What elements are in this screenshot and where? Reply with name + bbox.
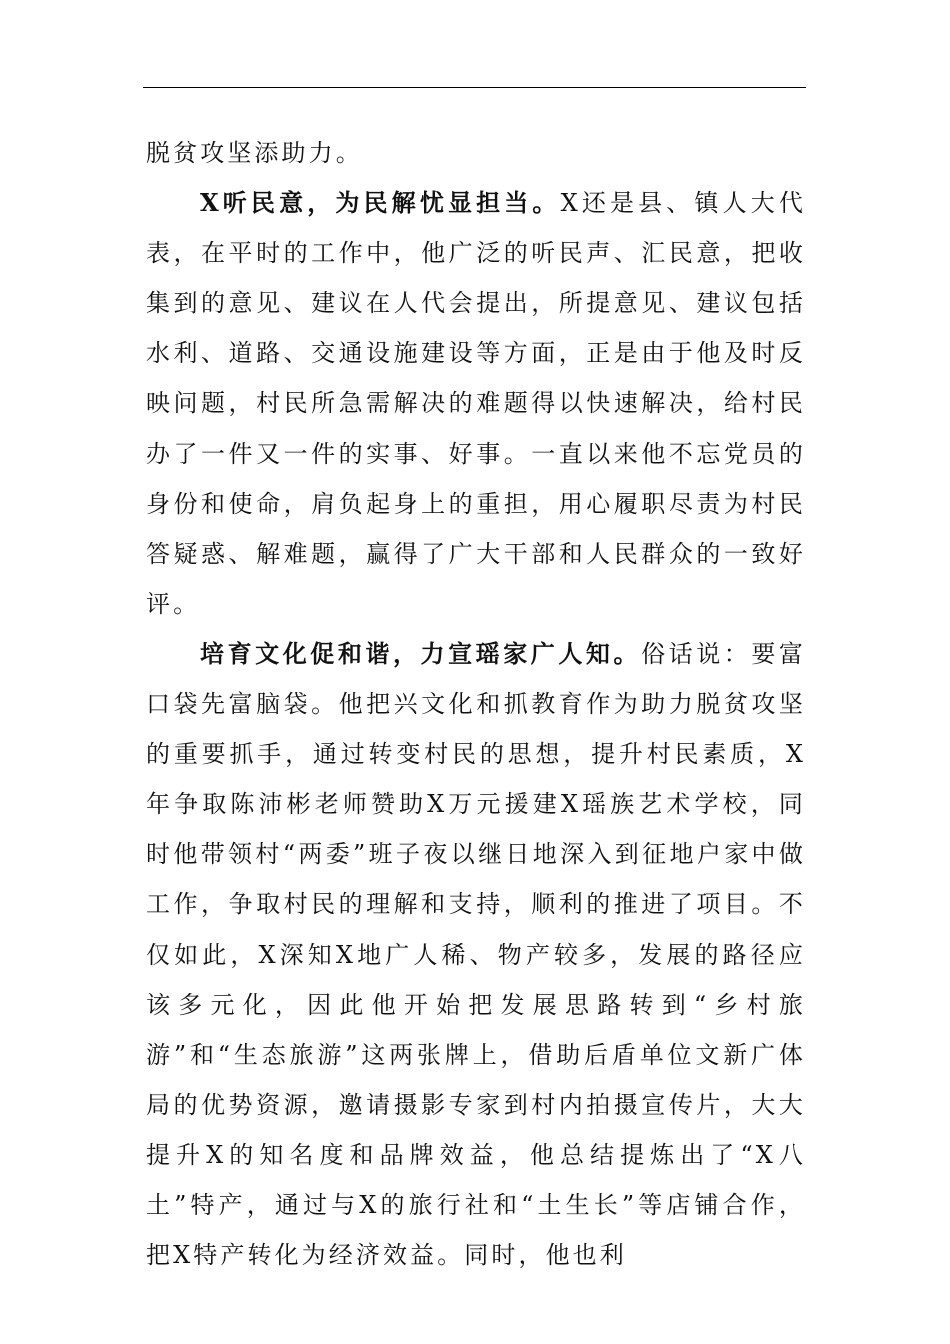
paragraph-listening-to-public — [146, 178, 806, 629]
paragraph-lead: 培育文化促和谐，力宣瑶家广人知。 — [200, 638, 642, 668]
paragraph-text: 脱贫攻坚添助力。 — [146, 139, 363, 167]
body-text — [146, 128, 806, 1280]
paragraph-text: X还是县、镇人大代表，在平时的工作中，他广泛的听民声、汇民意，把收集到的意见、建议在人代会提出，所提意见、建议包括水利、道路、交通设施建设等方面，正是由于他及时反映问题，村民所急需解决的难题得以快速解决，给村民办了一件又一件的实事、好事。一直以来他不忘党员的身份和使命，肩负起身上的重担，用心履职尽责为村民答疑惑、解难题，赢得了广大干部和人民群众的一致好评。 — [146, 189, 806, 618]
paragraph-continuation — [146, 128, 806, 178]
paragraph-text: 俗话说：要富口袋先富脑袋。他把兴文化和抓教育作为助力脱贫攻坚的重要抓手，通过转变村民的思想，提升村民素质，X年争取陈沛彬老师赞助X万元援建X瑶族艺术学校，同时他带领村“两委”班子夜以继日地深入到征地户家中做工作，争取村民的理解和支持，顺利的推进了项目。不仅如此，X深知X地广人稀、物产较多，发展的路径应该多元化，因此他开始把发展思路转到“乡村旅游”和“生态旅游”这两张牌上，借助后盾单位文新广体局的优势资源，邀请摄影专家到村内拍摄宣传片，大大提升X的知名度和品牌效益，他总结提炼出了“X八土”特产，通过与X的旅行社和“土生长”等店铺合作，把X特产转化为经济效益。同时，他也利 — [146, 639, 806, 1270]
paragraph-lead: X听民意，为民解忧显担当。 — [200, 188, 561, 218]
header-rule — [143, 87, 806, 88]
paragraph-culture-promotion — [146, 629, 806, 1280]
